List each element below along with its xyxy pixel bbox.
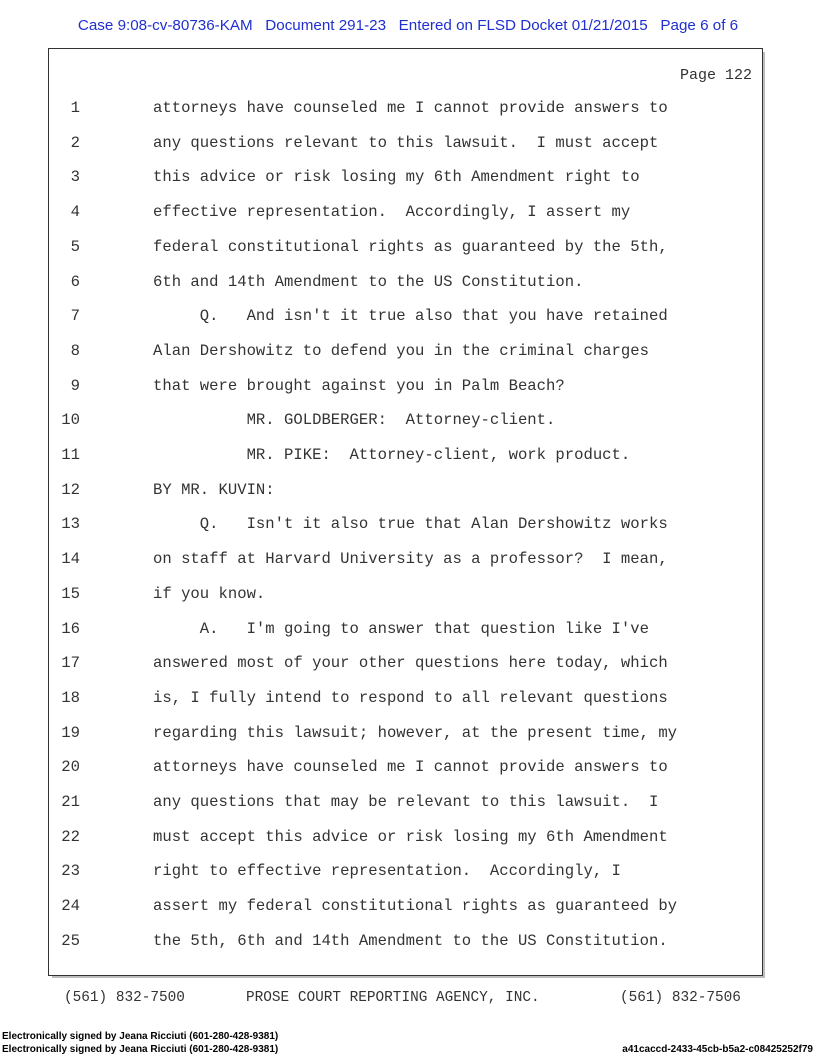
line-number: 14 (61, 550, 80, 569)
line-number: 1 (70, 99, 80, 117)
page-label: Page 122 (679, 67, 752, 84)
line-text: on staff at Harvard University as a professor? I mean, (153, 550, 668, 569)
line-text: Q. Isn't it also true that Alan Dershowitz works (153, 515, 668, 534)
line-text: must accept this advice or risk losing my 6th Amendment (153, 827, 668, 846)
line-text: the 5th, 6th and 14th Amendment to the US Constitution. (153, 931, 668, 950)
line-number: 6 (70, 272, 80, 291)
line-number: 9 (70, 376, 80, 395)
line-text: if you know. (153, 584, 266, 603)
case-header: Case 9:08-cv-80736-KAM Document 291-23 Entered on FLSD Docket 01/21/2015 Page 6 of 6 (77, 17, 739, 34)
line-text: any questions that may be relevant to this lawsuit. I (153, 793, 659, 811)
line-text: that were brought against you in Palm Beach? (153, 376, 565, 395)
line-text: is, I fully intend to respond to all relevant questions (153, 688, 668, 707)
line-number: 24 (61, 897, 80, 916)
line-number: 15 (61, 584, 80, 603)
line-text: Q. And isn't it true also that you have retained (153, 307, 668, 326)
line-text: assert my federal constitutional rights as guaranteed by (153, 897, 678, 916)
line-number: 13 (61, 515, 80, 534)
line-number: 11 (61, 446, 80, 464)
line-text: A. I'm going to answer that question like I've (153, 619, 649, 638)
line-number: 2 (70, 133, 80, 152)
line-text: effective representation. Accordingly, I assert my (153, 203, 631, 222)
line-text: right to effective representation. Accordingly, I (153, 862, 621, 881)
line-number: 17 (61, 654, 80, 673)
line-text: attorneys have counseled me I cannot provide answers to (153, 99, 668, 117)
line-number: 16 (61, 619, 80, 638)
signature-line-2: Electronically signed by Jeana Ricciuti (601-280-428-9381) (2, 1044, 279, 1055)
line-text: federal constitutional rights as guaranteed by the 5th, (153, 237, 668, 256)
line-number: 4 (70, 203, 80, 222)
line-number: 10 (61, 411, 80, 430)
line-number: 23 (61, 862, 80, 881)
line-text: MR. PIKE: Attorney-client, work product. (153, 446, 631, 464)
line-number: 20 (61, 758, 80, 777)
line-text: BY MR. KUVIN: (153, 480, 275, 499)
line-number: 25 (61, 931, 80, 950)
line-number: 8 (70, 341, 80, 360)
line-text: 6th and 14th Amendment to the US Constitution. (153, 272, 584, 291)
line-number: 5 (70, 237, 80, 256)
document-hash: a41caccd-2433-45cb-b5a2-c08425252f79 (622, 1044, 813, 1055)
line-number: 21 (61, 793, 80, 811)
footer-phone-left: (561) 832-7500 (64, 990, 185, 1006)
line-text: Alan Dershowitz to defend you in the criminal charges (153, 341, 649, 360)
line-number: 19 (61, 723, 80, 742)
signature-line-1: Electronically signed by Jeana Ricciuti (601-280-428-9381) (2, 1031, 279, 1042)
line-text: attorneys have counseled me I cannot provide answers to (153, 758, 668, 777)
line-number: 22 (61, 827, 80, 846)
line-text: regarding this lawsuit; however, at the present time, my (153, 723, 678, 742)
line-number: 12 (61, 480, 80, 499)
line-text: MR. GOLDBERGER: Attorney-client. (153, 411, 556, 430)
footer-agency: PROSE COURT REPORTING AGENCY, INC. (246, 990, 540, 1006)
line-text: this advice or risk losing my 6th Amendment right to (153, 168, 640, 187)
line-text: answered most of your other questions here today, which (153, 654, 668, 673)
line-number: 7 (70, 307, 80, 326)
line-number: 3 (70, 168, 80, 187)
line-number: 18 (61, 688, 80, 707)
line-text: any questions relevant to this lawsuit. I must accept (153, 133, 659, 152)
footer-phone-right: (561) 832-7506 (620, 990, 741, 1006)
